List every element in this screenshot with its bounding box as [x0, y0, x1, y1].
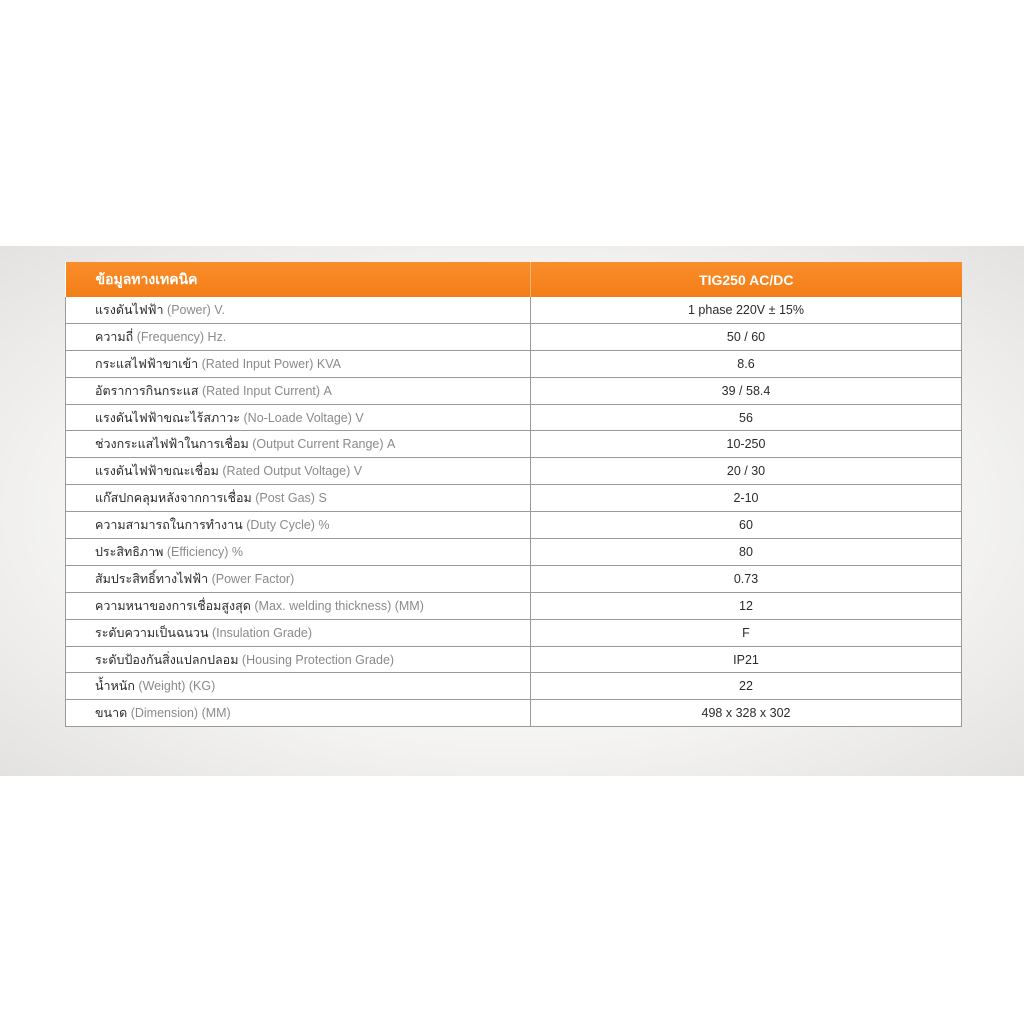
- spec-row: [66, 458, 962, 485]
- spec-row: [66, 297, 962, 323]
- spec-label-thai: แรงดันไฟฟ้าขณะไร้สภาวะ: [95, 410, 241, 425]
- spec-row: [66, 512, 962, 539]
- spec-label-english: (Post Gas) S: [255, 491, 327, 506]
- spec-label-thai: ความสามารถในการทำงาน: [95, 518, 243, 533]
- spec-value-cell: 56: [531, 404, 962, 431]
- spec-label-thai: ช่วงกระแสไฟฟ้าในการเชื่อม: [95, 437, 249, 452]
- spec-value-cell: 8.6: [531, 350, 962, 377]
- spec-label-thai: ขนาด: [95, 706, 128, 721]
- spec-value-cell: 1 phase 220V ± 15%: [531, 297, 962, 323]
- spec-value-cell: 50 / 60: [531, 323, 962, 350]
- spec-row: [66, 539, 962, 566]
- spec-value-cell: 2-10: [531, 485, 962, 512]
- spec-label-thai: แรงดันไฟฟ้า: [95, 302, 164, 317]
- spec-label-cell: [66, 458, 531, 485]
- spec-label-thai: ประสิทธิภาพ: [95, 544, 164, 559]
- spec-label-english: (No-Loade Voltage) V: [243, 410, 364, 425]
- spec-label-cell: [66, 404, 531, 431]
- spec-label-cell: [66, 485, 531, 512]
- spec-label-cell: [66, 700, 531, 727]
- spec-label-english: (Weight) (KG): [138, 679, 216, 694]
- spec-label-cell: [66, 619, 531, 646]
- spec-row: [66, 323, 962, 350]
- spec-value-cell: 20 / 30: [531, 458, 962, 485]
- spec-label-cell: [66, 297, 531, 323]
- spec-label-cell: [66, 350, 531, 377]
- spec-label-thai: แก๊สปกคลุมหลังจากการเชื่อม: [95, 491, 252, 506]
- spec-label-cell: [66, 431, 531, 458]
- spec-header-row: [66, 262, 962, 297]
- spec-label-thai: อัตราการกินกระแส: [95, 383, 199, 398]
- spec-table: [65, 262, 962, 727]
- spec-row: [66, 592, 962, 619]
- spec-value-cell: 498 x 328 x 302: [531, 700, 962, 727]
- spec-label-cell: [66, 512, 531, 539]
- spec-row: [66, 646, 962, 673]
- spec-header-model: TIG250 AC/DC: [531, 262, 962, 297]
- spec-value-cell: 12: [531, 592, 962, 619]
- spec-label-english: (Insulation Grade): [211, 625, 313, 640]
- spec-row: [66, 404, 962, 431]
- spec-label-cell: [66, 539, 531, 566]
- spec-label-cell: [66, 377, 531, 404]
- spec-label-english: (Rated Input Power) KVA: [201, 356, 341, 371]
- spec-value-cell: 80: [531, 539, 962, 566]
- spec-label-english: (Power Factor): [211, 571, 295, 586]
- spec-label-english: (Rated Output Voltage) V: [222, 464, 363, 479]
- spec-header-label: ข้อมูลทางเทคนิค: [66, 262, 531, 297]
- spec-label-cell: [66, 673, 531, 700]
- spec-row: [66, 619, 962, 646]
- spec-row: [66, 485, 962, 512]
- spec-label-thai: แรงดันไฟฟ้าขณะเชื่อม: [95, 464, 219, 479]
- spec-label-cell: [66, 323, 531, 350]
- spec-row: [66, 700, 962, 727]
- spec-label-thai: น้ำหนัก: [95, 679, 135, 694]
- spec-row: [66, 350, 962, 377]
- spec-value-cell: 22: [531, 673, 962, 700]
- spec-label-english: (Max. welding thickness) (MM): [254, 598, 424, 613]
- spec-value-cell: 0.73: [531, 565, 962, 592]
- spec-value-cell: F: [531, 619, 962, 646]
- spec-label-english: (Housing Protection Grade): [241, 652, 395, 667]
- spec-label-cell: [66, 565, 531, 592]
- spec-label-cell: [66, 592, 531, 619]
- spec-label-cell: [66, 646, 531, 673]
- spec-row: [66, 377, 962, 404]
- spec-label-thai: ความถี่: [95, 329, 134, 344]
- spec-row: [66, 673, 962, 700]
- spec-label-english: (Rated Input Current) A: [201, 383, 332, 398]
- spec-label-english: (Duty Cycle) %: [246, 518, 330, 533]
- spec-label-english: (Power) V.: [167, 302, 225, 317]
- spec-label-english: (Frequency) Hz.: [136, 329, 227, 344]
- spec-label-thai: ระดับป้องกันสิ่งแปลกปลอม: [95, 652, 239, 667]
- spec-label-thai: สัมประสิทธิ์ทางไฟฟ้า: [95, 571, 209, 586]
- spec-label-thai: ระดับความเป็นฉนวน: [95, 625, 209, 640]
- spec-label-english: (Efficiency) %: [166, 544, 244, 559]
- spec-label-english: (Output Current Range) A: [252, 437, 396, 452]
- spec-value-cell: 10-250: [531, 431, 962, 458]
- spec-value-cell: 60: [531, 512, 962, 539]
- spec-row: [66, 565, 962, 592]
- spec-table-body: [66, 297, 962, 727]
- spec-value-cell: IP21: [531, 646, 962, 673]
- spec-value-cell: 39 / 58.4: [531, 377, 962, 404]
- spec-label-thai: ความหนาของการเชื่อมสูงสุด: [95, 598, 251, 613]
- spec-label-thai: กระแสไฟฟ้าขาเข้า: [95, 356, 199, 371]
- spec-row: [66, 431, 962, 458]
- spec-label-english: (Dimension) (MM): [130, 706, 231, 721]
